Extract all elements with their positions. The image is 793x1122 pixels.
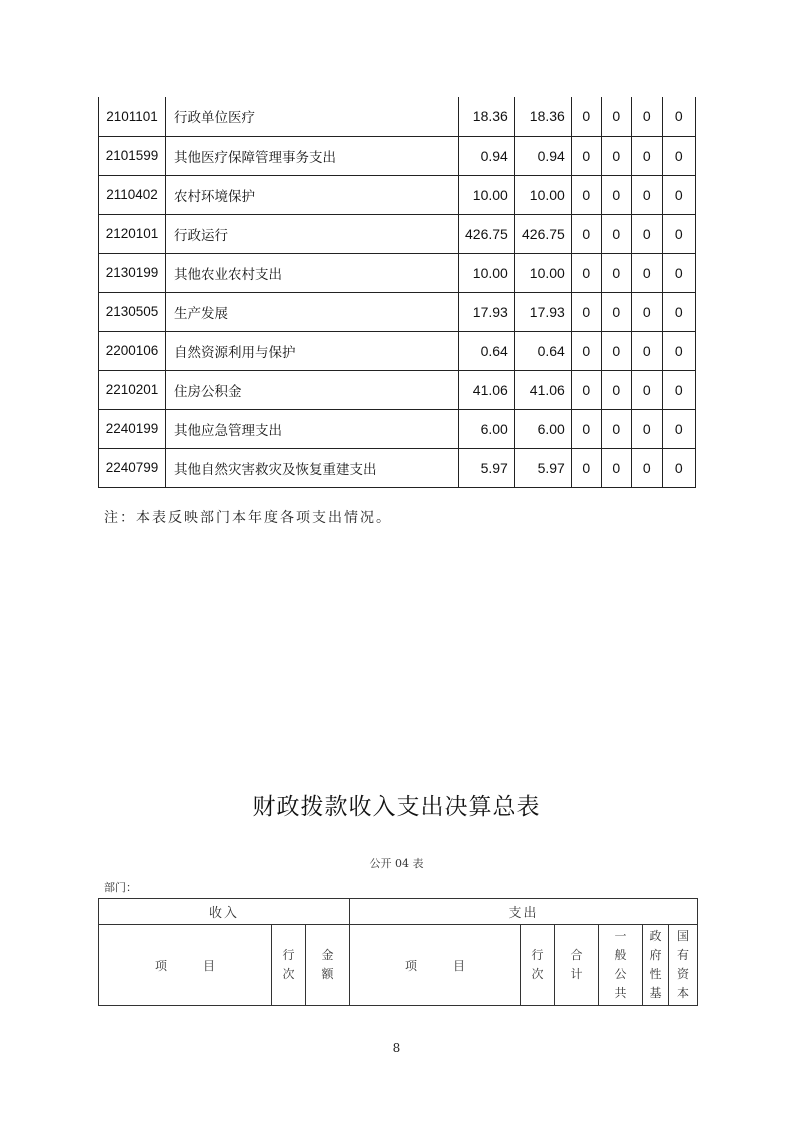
project-expenditure: 0 xyxy=(571,409,601,448)
basic-expenditure: 5.97 xyxy=(514,448,571,487)
business-expenditure: 0 xyxy=(601,409,631,448)
subject-name: 其他自然灾害救灾及恢复重建支出 xyxy=(166,448,459,487)
project-expenditure: 0 xyxy=(571,331,601,370)
subject-name: 行政运行 xyxy=(166,214,459,253)
subsidiary-expenditure: 0 xyxy=(631,292,662,331)
business-expenditure: 0 xyxy=(601,253,631,292)
total-amount: 0.64 xyxy=(459,331,515,370)
basic-expenditure: 10.00 xyxy=(514,175,571,214)
basic-expenditure: 0.64 xyxy=(514,331,571,370)
other-expenditure: 0 xyxy=(662,448,695,487)
subject-code: 2200106 xyxy=(99,331,166,370)
business-expenditure: 0 xyxy=(601,292,631,331)
project-expenditure: 0 xyxy=(571,370,601,409)
table-note: 注：本表反映部门本年度各项支出情况。 xyxy=(104,510,392,526)
income-amount-header: 金额 xyxy=(306,925,350,1006)
subject-code: 2110402 xyxy=(99,175,166,214)
expense-line-header: 行次 xyxy=(521,925,555,1006)
business-expenditure: 0 xyxy=(601,175,631,214)
basic-expenditure: 41.06 xyxy=(514,370,571,409)
business-expenditure: 0 xyxy=(601,331,631,370)
subsidiary-expenditure: 0 xyxy=(631,253,662,292)
subsidiary-expenditure: 0 xyxy=(631,331,662,370)
subject-code: 2210201 xyxy=(99,370,166,409)
subject-name: 其他应急管理支出 xyxy=(166,409,459,448)
basic-expenditure: 6.00 xyxy=(514,409,571,448)
basic-expenditure: 0.94 xyxy=(514,136,571,175)
other-expenditure: 0 xyxy=(662,214,695,253)
expenditure-table xyxy=(98,97,696,488)
project-expenditure: 0 xyxy=(571,214,601,253)
other-expenditure: 0 xyxy=(662,97,695,136)
state-capital-header: 国有资本 xyxy=(669,925,698,1006)
subject-code: 2240199 xyxy=(99,409,166,448)
subject-name: 行政单位医疗 xyxy=(166,97,459,136)
table-row xyxy=(99,175,696,214)
summary-table xyxy=(98,898,698,1006)
basic-expenditure: 17.93 xyxy=(514,292,571,331)
subject-code: 2240799 xyxy=(99,448,166,487)
other-expenditure: 0 xyxy=(662,292,695,331)
department-label: 部门： xyxy=(104,881,137,894)
subject-name: 生产发展 xyxy=(166,292,459,331)
table-row xyxy=(99,448,696,487)
project-expenditure: 0 xyxy=(571,136,601,175)
project-expenditure: 0 xyxy=(571,175,601,214)
total-amount: 10.00 xyxy=(459,175,515,214)
other-expenditure: 0 xyxy=(662,331,695,370)
table-row xyxy=(99,97,696,136)
table-row xyxy=(99,253,696,292)
total-amount: 0.94 xyxy=(459,136,515,175)
other-expenditure: 0 xyxy=(662,175,695,214)
page-title: 财政拨款收入支出决算总表 xyxy=(252,794,541,820)
subject-code: 2101101 xyxy=(99,97,166,136)
total-amount: 41.06 xyxy=(459,370,515,409)
total-amount: 17.93 xyxy=(459,292,515,331)
table-row xyxy=(99,331,696,370)
basic-expenditure: 10.00 xyxy=(514,253,571,292)
expense-header: 支出 xyxy=(350,899,698,925)
subsidiary-expenditure: 0 xyxy=(631,97,662,136)
subsidiary-expenditure: 0 xyxy=(631,448,662,487)
total-amount: 10.00 xyxy=(459,253,515,292)
total-amount: 18.36 xyxy=(459,97,515,136)
expense-item-header: 项目 xyxy=(350,925,521,1006)
basic-expenditure: 18.36 xyxy=(514,97,571,136)
subject-name: 农村环境保护 xyxy=(166,175,459,214)
table-row xyxy=(99,409,696,448)
subsidiary-expenditure: 0 xyxy=(631,175,662,214)
income-line-header: 行次 xyxy=(272,925,306,1006)
other-expenditure: 0 xyxy=(662,253,695,292)
project-expenditure: 0 xyxy=(571,97,601,136)
table-row xyxy=(99,292,696,331)
subject-code: 2120101 xyxy=(99,214,166,253)
subject-code: 2130505 xyxy=(99,292,166,331)
page-number: 8 xyxy=(392,1041,401,1055)
expense-total-header: 合计 xyxy=(555,925,599,1006)
other-expenditure: 0 xyxy=(662,136,695,175)
subject-name: 其他医疗保障管理事务支出 xyxy=(166,136,459,175)
business-expenditure: 0 xyxy=(601,214,631,253)
income-header: 收入 xyxy=(99,899,350,925)
table-row xyxy=(99,136,696,175)
basic-expenditure: 426.75 xyxy=(514,214,571,253)
project-expenditure: 0 xyxy=(571,448,601,487)
subject-code: 2130199 xyxy=(99,253,166,292)
gov-fund-header: 政府性基 xyxy=(643,925,669,1006)
subject-name: 自然资源利用与保护 xyxy=(166,331,459,370)
subject-name: 其他农业农村支出 xyxy=(166,253,459,292)
general-public-header: 一般公共 xyxy=(599,925,643,1006)
subsidiary-expenditure: 0 xyxy=(631,370,662,409)
subject-code: 2101599 xyxy=(99,136,166,175)
subject-name: 住房公积金 xyxy=(166,370,459,409)
other-expenditure: 0 xyxy=(662,409,695,448)
table-row xyxy=(99,214,696,253)
business-expenditure: 0 xyxy=(601,97,631,136)
income-item-header: 项目 xyxy=(99,925,272,1006)
subsidiary-expenditure: 0 xyxy=(631,136,662,175)
total-amount: 5.97 xyxy=(459,448,515,487)
business-expenditure: 0 xyxy=(601,448,631,487)
project-expenditure: 0 xyxy=(571,292,601,331)
business-expenditure: 0 xyxy=(601,370,631,409)
form-number: 公开 04 表 xyxy=(369,857,424,870)
table-row xyxy=(99,370,696,409)
other-expenditure: 0 xyxy=(662,370,695,409)
subsidiary-expenditure: 0 xyxy=(631,214,662,253)
business-expenditure: 0 xyxy=(601,136,631,175)
subsidiary-expenditure: 0 xyxy=(631,409,662,448)
total-amount: 426.75 xyxy=(459,214,515,253)
project-expenditure: 0 xyxy=(571,253,601,292)
total-amount: 6.00 xyxy=(459,409,515,448)
